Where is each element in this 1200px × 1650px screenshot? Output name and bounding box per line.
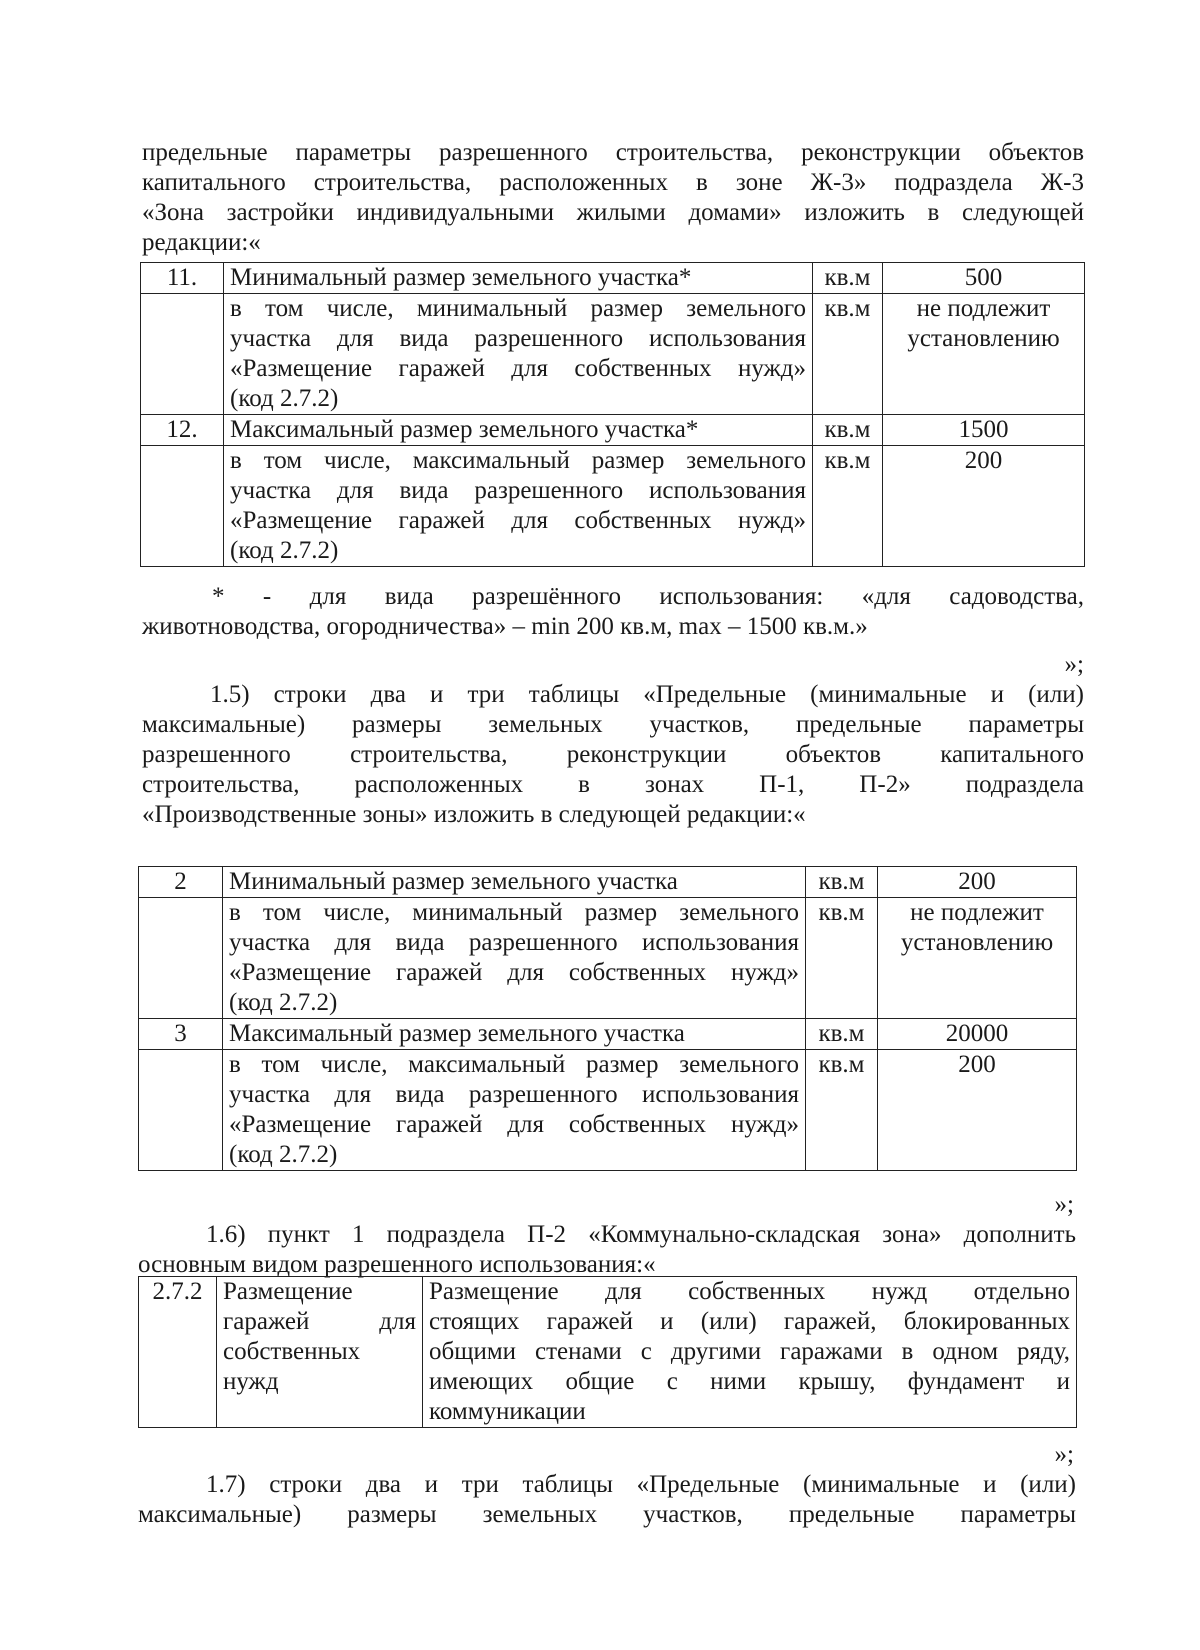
paragraph-line: строительства, расположенных в зонах П-1, П-2» подраздела xyxy=(142,771,1084,798)
row-unit: кв.м xyxy=(806,1019,878,1050)
paragraph-line: максимальные) размеры земельных участков, предельные параметры xyxy=(142,711,1084,738)
row-unit: кв.м xyxy=(806,1050,878,1171)
paragraph-line: 1.7) строки два и три таблицы «Предельные (минимальные и (или) xyxy=(206,1471,1076,1498)
paragraph-line: 1.5) строки два и три таблицы «Предельные (минимальные и (или) xyxy=(210,681,1084,708)
row-number xyxy=(141,294,224,415)
intro-line: редакции:« xyxy=(142,229,261,256)
zone-p-size-table xyxy=(138,866,1077,1171)
row-text: Максимальный размер земельного участка* xyxy=(224,415,813,446)
row-text: в том числе, минимальный размер земельного участка для вида разрешенного использования «Размещение гаражей для собственных нужд» (код 2.7.2) xyxy=(223,898,806,1019)
row-number: 2 xyxy=(139,867,223,898)
paragraph-1-7 xyxy=(138,1470,1076,1530)
row-value: 200 xyxy=(878,1050,1077,1171)
row-value: 1500 xyxy=(883,415,1085,446)
paragraph-line: 1.6) пункт 1 подраздела П-2 «Коммунально-складская зона» дополнить xyxy=(206,1221,1076,1248)
paragraph-1-5 xyxy=(142,680,1084,830)
row-unit: кв.м xyxy=(806,898,878,1019)
paragraph-line: основным видом разрешенного использования:« xyxy=(138,1251,656,1278)
table-row xyxy=(139,898,1077,1019)
row-unit: кв.м xyxy=(813,263,883,294)
row-number: 3 xyxy=(139,1019,223,1050)
table-row xyxy=(141,294,1085,415)
footnote xyxy=(142,582,1084,642)
table-row xyxy=(139,1050,1077,1171)
paragraph-line: максимальные) размеры земельных участков, предельные параметры xyxy=(138,1501,1076,1528)
closing-quote-mark: »; xyxy=(1054,1441,1074,1468)
table-row xyxy=(141,263,1085,294)
intro-line: капитального строительства, расположенных в зоне Ж-3» подраздела Ж-3 xyxy=(142,169,1084,196)
closing-quote-mark: »; xyxy=(1054,1191,1074,1218)
closing-quote-mark: »; xyxy=(1064,651,1084,678)
row-value: 200 xyxy=(878,867,1077,898)
row-value: не подлежит установлению xyxy=(883,294,1085,415)
permitted-use-table xyxy=(138,1276,1077,1428)
row-number: 12. xyxy=(141,415,224,446)
row-unit: кв.м xyxy=(813,415,883,446)
row-value: 200 xyxy=(883,446,1085,567)
zone-zh3-size-table xyxy=(140,262,1085,567)
paragraph-1-6 xyxy=(138,1220,1076,1280)
row-unit: кв.м xyxy=(813,446,883,567)
footnote-line: * - для вида разрешённого использования: «для садоводства, xyxy=(212,583,1084,610)
row-text: Максимальный размер земельного участка xyxy=(223,1019,806,1050)
intro-line: предельные параметры разрешенного строительства, реконструкции объектов xyxy=(142,139,1084,166)
table-row xyxy=(139,1277,1077,1428)
paragraph-line: разрешенного строительства, реконструкции объектов капитального xyxy=(142,741,1084,768)
footnote-line: животноводства, огородничества» – min 200 кв.м, max – 1500 кв.м.» xyxy=(142,613,868,640)
use-code: 2.7.2 xyxy=(139,1277,217,1428)
table-row xyxy=(139,867,1077,898)
row-number xyxy=(139,1050,223,1171)
table-row xyxy=(139,1019,1077,1050)
table-row xyxy=(141,415,1085,446)
intro-paragraph xyxy=(142,138,1084,258)
use-description: Размещение для собственных нужд отдельно стоящих гаражей и (или) гаражей, блокированных общими стенами с другими гаражами в одном ряду, имеющих общие с ними крышу, фундамент и коммуникации xyxy=(423,1277,1077,1428)
row-text: Минимальный размер земельного участка* xyxy=(224,263,813,294)
table-row xyxy=(141,446,1085,567)
row-unit: кв.м xyxy=(813,294,883,415)
row-number: 11. xyxy=(141,263,224,294)
intro-line: «Зона застройки индивидуальными жилыми домами» изложить в следующей xyxy=(142,199,1084,226)
row-number xyxy=(141,446,224,567)
row-text: в том числе, минимальный размер земельного участка для вида разрешенного использования «Размещение гаражей для собственных нужд» (код 2.7.2) xyxy=(224,294,813,415)
use-name: Размещение гаражей для собственных нужд xyxy=(217,1277,423,1428)
row-text: в том числе, максимальный размер земельного участка для вида разрешенного использования «Размещение гаражей для собственных нужд» (код 2.7.2) xyxy=(224,446,813,567)
row-value: 500 xyxy=(883,263,1085,294)
row-text: в том числе, максимальный размер земельного участка для вида разрешенного использования «Размещение гаражей для собственных нужд» (код 2.7.2) xyxy=(223,1050,806,1171)
row-value: не подлежит установлению xyxy=(878,898,1077,1019)
row-unit: кв.м xyxy=(806,867,878,898)
row-number xyxy=(139,898,223,1019)
paragraph-line: «Производственные зоны» изложить в следующей редакции:« xyxy=(142,801,806,828)
row-value: 20000 xyxy=(878,1019,1077,1050)
row-text: Минимальный размер земельного участка xyxy=(223,867,806,898)
